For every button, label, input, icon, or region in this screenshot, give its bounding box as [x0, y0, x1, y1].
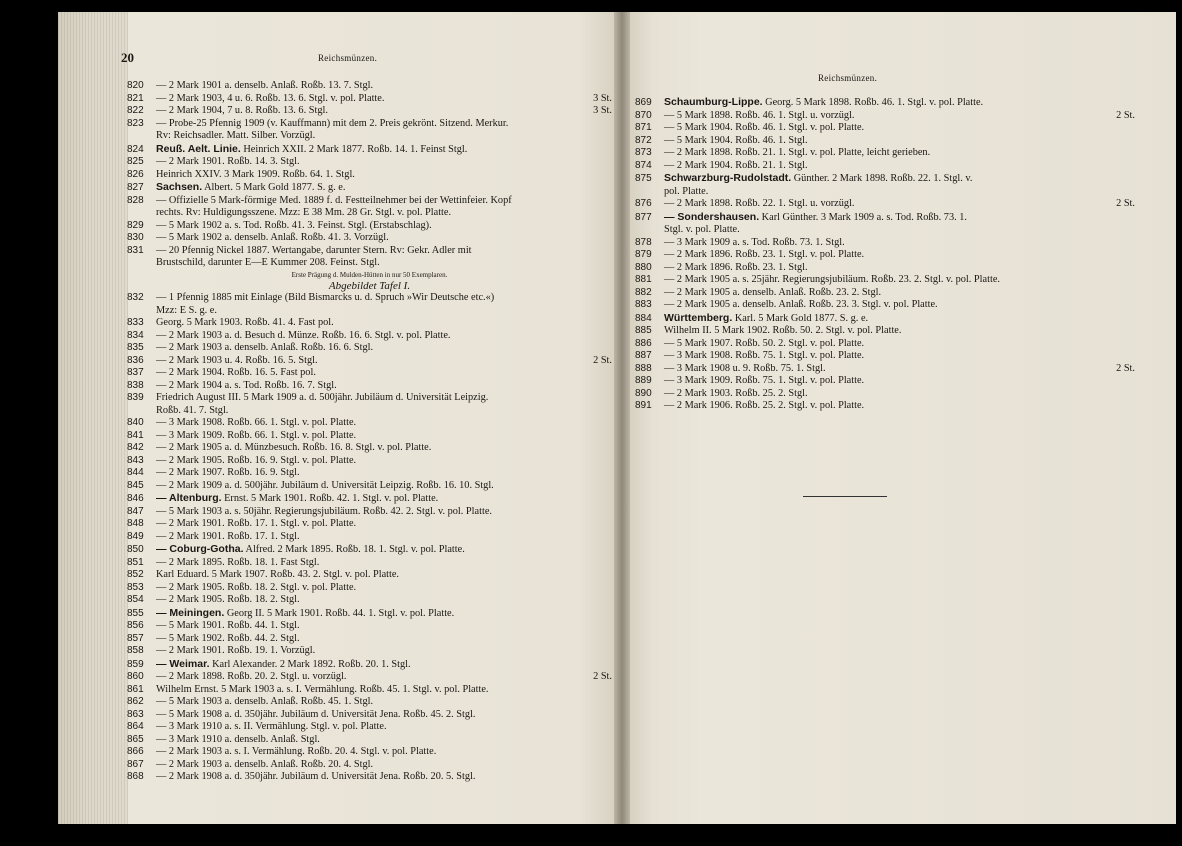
catalog-entry [635, 237, 1135, 250]
entry-text: — 2 Mark 1904, 7 u. 8. Roßb. 13. 6. Stgl. [156, 105, 328, 116]
catalog-entry [635, 160, 1135, 173]
catalog-note: Erste Prägung d. Mulden-Hütten in nur 50 Exemplaren. [291, 270, 448, 279]
entry-number: 868 [127, 771, 144, 782]
entry-number: 824 [127, 143, 144, 155]
entry-text: — 3 Mark 1909. Roßb. 75. 1. Stgl. v. pol. Platte. [664, 375, 865, 386]
entry-text: — Probe-25 Pfennig 1909 (v. Kauffmann) mit dem 2. Preis gekrönt. Sitzend. Merkur. [156, 117, 509, 129]
catalog-entry [635, 388, 1135, 401]
entry-text: — 3 Mark 1909 a. s. Tod. Roßb. 73. 1. Stgl. [664, 236, 845, 248]
entry-text: — 2 Mark 1905. Roßb. 18. 2. Stgl. v. pol. Platte. [156, 581, 357, 593]
catalog-entry [635, 96, 1135, 110]
entry-text: — 2 Mark 1901 a. denselb. Anlaß. Roßb. 13. 7. Stgl. [156, 80, 374, 91]
entry-quantity: 2 St. [593, 354, 612, 366]
catalog-entry [127, 392, 612, 405]
catalog-entry [127, 771, 612, 784]
entry-number: 846 [127, 493, 144, 504]
catalog-entry [127, 342, 612, 355]
entry-text: — 5 Mark 1903 a. denselb. Anlaß. Roßb. 45. 1. Stgl. [156, 696, 374, 707]
entry-text: — Offizielle 5 Mark-förmige Med. 1889 f. d. Festteilnehmer bei der Wettinfeier. Kopf [156, 194, 512, 206]
entry-number: 849 [127, 530, 144, 542]
entry-quantity: 2 St. [1116, 362, 1135, 374]
entry-text: — 2 Mark 1898. Roßb. 21. 1. Stgl. v. pol. Platte, leicht gerieben. [664, 147, 931, 158]
catalog-entry [127, 417, 612, 430]
entry-number: 877 [635, 211, 652, 223]
catalog-entry [635, 312, 1135, 326]
catalog-entry [635, 122, 1135, 135]
entry-number: 832 [127, 292, 144, 303]
entry-number: 823 [127, 117, 144, 129]
entry-text: — 2 Mark 1901. Roßb. 19. 1. Vorzügl. [156, 645, 316, 656]
catalog-entry [127, 118, 612, 131]
catalog-entry [127, 543, 612, 557]
book-gutter [614, 12, 630, 824]
entry-number: 870 [635, 109, 652, 121]
entry-text: — 2 Mark 1904. Roßb. 21. 1. Stgl. [664, 159, 808, 171]
entry-number: 848 [127, 518, 144, 529]
catalog-entry [127, 569, 612, 582]
entry-text: — 2 Mark 1901. Roßb. 14. 3. Stgl. [156, 156, 300, 167]
entry-number: 851 [127, 556, 144, 568]
catalog-entry [127, 759, 612, 772]
catalog-entry [127, 594, 612, 607]
state-heading: Schwarzburg-Rudolstadt. [664, 172, 792, 184]
entry-number: 821 [127, 92, 144, 104]
entry-number: 859 [127, 658, 144, 670]
entry-text: — 5 Mark 1903 a. s. 50jähr. Regierungsjubiläum. Roßb. 42. 2. Stgl. v. pol. Platte. [156, 505, 492, 517]
entry-continuation: Mzz: E S. g. e. [156, 304, 217, 316]
running-head-right: Reichsmünzen. [818, 73, 878, 83]
entry-text: Karl Eduard. 5 Mark 1907. Roßb. 43. 2. Stgl. v. pol. Platte. [156, 569, 400, 580]
entry-number: 860 [127, 671, 144, 682]
state-heading: — Sondershausen. [664, 210, 760, 223]
entry-text: — 3 Mark 1910 a. denselb. Anlaß. Stgl. [156, 733, 320, 745]
entry-number: 866 [127, 746, 144, 757]
entry-text: — 2 Mark 1909 a. d. 500jähr. Jubiläum d. Universität Leipzig. Roßb. 16. 10. Stgl. [156, 479, 494, 491]
entry-number: 871 [635, 122, 652, 133]
entry-number: 840 [127, 417, 144, 428]
catalog-entry [127, 105, 612, 118]
entry-text: — 2 Mark 1904 a. s. Tod. Roßb. 16. 7. Stgl. [156, 379, 337, 391]
entry-text: — 2 Mark 1903. Roßb. 25. 2. Stgl. [664, 387, 808, 399]
catalog-entry [127, 721, 612, 734]
catalog-entry [127, 156, 612, 169]
catalog-entry [127, 480, 612, 493]
catalog-entry [635, 299, 1135, 312]
entry-text: — 3 Mark 1908 u. 9. Roßb. 75. 1. Stgl. [664, 362, 826, 374]
entry-text: — 2 Mark 1906. Roßb. 25. 2. Stgl. v. pol. Platte. [664, 400, 865, 411]
entry-text: Wilhelm II. 5 Mark 1902. Roßb. 50. 2. Stgl. v. pol. Platte. [664, 325, 902, 336]
page-number: 20 [121, 50, 134, 65]
entry-text: — 5 Mark 1902 a. denselb. Anlaß. Roßb. 41. 3. Vorzügl. [156, 232, 389, 243]
catalog-entry [635, 375, 1135, 388]
entry-number: 835 [127, 342, 144, 353]
entry-number: 880 [635, 261, 652, 273]
entry-number: 852 [127, 569, 144, 580]
entry-number: 831 [127, 244, 144, 256]
catalog-entry [127, 518, 612, 531]
entry-text: — 3 Mark 1910 a. s. II. Vermählung. Stgl. v. pol. Platte. [156, 721, 387, 732]
running-head-left: Reichsmünzen. [318, 53, 378, 63]
entry-text: — 2 Mark 1901. Roßb. 17. 1. Stgl. [156, 530, 300, 542]
catalog-entry [127, 442, 612, 455]
catalog-entry [127, 181, 612, 195]
entry-text: — 2 Mark 1905 a. s. 25jähr. Regierungsjubiläum. Roßb. 23. 2. Stgl. v. pol. Platte. [664, 274, 1000, 285]
state-heading: Reuß. Aelt. Linie. [156, 142, 241, 155]
entry-number: 855 [127, 607, 144, 619]
entry-number: 847 [127, 505, 144, 517]
entry-continuation: Rv: Reichsadler. Matt. Silber. Vorzügl. [156, 130, 316, 141]
catalog-column-right [635, 96, 1135, 413]
entry-text: Georg. 5 Mark 1898. Roßb. 46. 1. Stgl. v. pol. Platte. [762, 97, 984, 108]
entry-text: — 2 Mark 1896. Roßb. 23. 1. Stgl. [664, 261, 808, 273]
figure-reference: Abgebildet Tafel I. [328, 279, 411, 292]
state-heading: Sachsen. [156, 181, 203, 193]
entry-number: 826 [127, 168, 144, 180]
entry-number: 872 [635, 134, 652, 146]
catalog-entry [127, 220, 612, 233]
catalog-entry [127, 245, 612, 258]
entry-continuation: rechts. Rv: Huldigungsszene. Mzz: E 38 Mm. 28 Gr. Stgl. v. pol. Platte. [156, 207, 452, 218]
entry-quantity: 3 St. [593, 105, 612, 116]
entry-number: 856 [127, 620, 144, 631]
catalog-entry [127, 645, 612, 658]
entry-number: 843 [127, 454, 144, 466]
entry-text: — 2 Mark 1905. Roßb. 16. 9. Stgl. v. pol. Platte. [156, 454, 357, 466]
catalog-entry [127, 367, 612, 380]
catalog-entry [127, 80, 612, 93]
catalog-entry [127, 143, 612, 157]
entry-number: 845 [127, 479, 144, 491]
entry-number: 874 [635, 159, 652, 171]
catalog-entry [127, 506, 612, 519]
catalog-entry [127, 380, 612, 393]
catalog-entry [127, 169, 612, 182]
entry-number: 841 [127, 429, 144, 441]
entry-text: — 5 Mark 1902. Roßb. 44. 2. Stgl. [156, 632, 300, 644]
catalog-entry [127, 531, 612, 544]
entry-text: — 2 Mark 1903 u. 4. Roßb. 16. 5. Stgl. [156, 354, 318, 366]
catalog-entry [635, 198, 1135, 211]
catalog-entry [127, 93, 612, 106]
entry-number: 827 [127, 182, 144, 193]
entry-number: 891 [635, 400, 652, 411]
entry-text: Günther. 2 Mark 1898. Roßb. 22. 1. Stgl. v. [791, 173, 973, 184]
catalog-entry [127, 709, 612, 722]
entry-number: 825 [127, 156, 144, 167]
entry-number: 888 [635, 362, 652, 374]
catalog-entry [127, 746, 612, 759]
state-heading: — Meiningen. [156, 606, 225, 619]
entry-text: — 2 Mark 1901. Roßb. 17. 1. Stgl. v. pol. Platte. [156, 518, 357, 529]
state-heading: — Weimar. [156, 657, 210, 670]
entry-text: — 3 Mark 1908. Roßb. 75. 1. Stgl. v. pol. Platte. [664, 350, 865, 361]
catalog-entry [127, 467, 612, 480]
state-heading: Württemberg. [664, 311, 733, 324]
entry-number: 828 [127, 194, 144, 206]
catalog-entry [127, 430, 612, 443]
catalog-entry [127, 492, 612, 506]
catalog-entry [127, 607, 612, 621]
entry-quantity: 3 St. [593, 92, 612, 104]
entry-text: — 2 Mark 1903 a. s. I. Vermählung. Roßb. 20. 4. Stgl. v. pol. Platte. [156, 746, 437, 757]
entry-number: 865 [127, 733, 144, 745]
entry-number: 830 [127, 232, 144, 243]
entry-quantity: 2 St. [593, 671, 612, 682]
entry-text: — 5 Mark 1898. Roßb. 46. 1. Stgl. u. vorzügl. [664, 109, 855, 121]
catalog-entry [635, 350, 1135, 363]
entry-text: — 2 Mark 1905 a. d. Münzbesuch. Roßb. 16. 8. Stgl. v. pol. Platte. [156, 442, 432, 453]
catalog-entry [635, 363, 1135, 376]
entry-number: 836 [127, 354, 144, 366]
entry-continuation: Roßb. 41. 7. Stgl. [156, 404, 229, 416]
entry-text: Albert. 5 Mark Gold 1877. S. g. e. [202, 182, 346, 193]
entry-number: 883 [635, 299, 652, 310]
entry-text: — 2 Mark 1898. Roßb. 22. 1. Stgl. u. vorzügl. [664, 198, 855, 209]
entry-text: Alfred. 2 Mark 1895. Roßb. 18. 1. Stgl. v. pol. Platte. [243, 544, 465, 555]
catalog-entry [127, 633, 612, 646]
entry-text: — 2 Mark 1903 a. d. Besuch d. Münze. Roßb. 16. 6. Stgl. v. pol. Platte. [156, 329, 451, 341]
entry-text: — 1 Pfennig 1885 mit Einlage (Bild Bismarcks u. d. Spruch »Wir Deutsche etc.«) [156, 292, 495, 303]
entry-number: 854 [127, 594, 144, 605]
entry-number: 842 [127, 442, 144, 453]
entry-number: 829 [127, 219, 144, 231]
catalog-entry [127, 330, 612, 343]
entry-text: — 2 Mark 1908 a. d. 350jähr. Jubiläum d. Universität Jena. Roßb. 20. 5. Stgl. [156, 771, 476, 782]
entry-text: — 2 Mark 1905 a. denselb. Anlaß. Roßb. 23. 2. Stgl. [664, 286, 882, 298]
entry-text: — 2 Mark 1896. Roßb. 23. 1. Stgl. v. pol. Platte. [664, 249, 865, 260]
entry-number: 881 [635, 274, 652, 285]
page-edges [58, 12, 128, 824]
state-heading: — Altenburg. [156, 492, 222, 504]
entry-text: Karl. 5 Mark Gold 1877. S. g. e. [732, 312, 869, 324]
catalog-entry [127, 355, 612, 368]
catalog-entry [635, 400, 1135, 413]
entry-number: 869 [635, 97, 652, 108]
catalog-entry [127, 317, 612, 330]
entry-text: — 2 Mark 1898. Roßb. 20. 2. Stgl. u. vorzügl. [156, 671, 347, 682]
entry-number: 879 [635, 249, 652, 260]
state-heading: — Coburg-Gotha. [156, 543, 244, 555]
entry-text: — 3 Mark 1909. Roßb. 66. 1. Stgl. v. pol. Platte. [156, 429, 357, 441]
catalog-column-left [127, 80, 612, 784]
entry-number: 853 [127, 581, 144, 593]
entry-text: — 20 Pfennig Nickel 1887. Wertangabe, darunter Stern. Rv: Gekr. Adler mit [156, 244, 472, 256]
entry-number: 850 [127, 544, 144, 555]
entry-number: 822 [127, 105, 144, 116]
catalog-entry [635, 274, 1135, 287]
entry-number: 838 [127, 379, 144, 391]
entry-number: 834 [127, 329, 144, 341]
entry-number: 873 [635, 147, 652, 158]
entry-number: 837 [127, 367, 144, 378]
catalog-entry [635, 249, 1135, 262]
catalog-entry [127, 292, 612, 305]
entry-text: Wilhelm Ernst. 5 Mark 1903 a. s. I. Vermählung. Roßb. 45. 1. Stgl. v. pol. Platte. [156, 683, 489, 695]
catalog-entry [127, 658, 612, 672]
entry-number: 882 [635, 286, 652, 298]
entry-text: — 5 Mark 1904. Roßb. 46. 1. Stgl. [664, 134, 808, 146]
entry-text: Heinrich XXIV. 3 Mark 1909. Roßb. 64. 1. Stgl. [156, 168, 355, 180]
entry-quantity: 2 St. [1116, 109, 1135, 121]
catalog-entry [127, 557, 612, 570]
entry-number: 864 [127, 721, 144, 732]
entry-number: 858 [127, 645, 144, 656]
entry-text: — 2 Mark 1903, 4 u. 6. Roßb. 13. 6. Stgl. v. pol. Platte. [156, 92, 385, 104]
entry-text: Karl Alexander. 2 Mark 1892. Roßb. 20. 1. Stgl. [209, 658, 411, 670]
entry-number: 839 [127, 392, 144, 403]
catalog-entry [127, 582, 612, 595]
entry-number: 890 [635, 387, 652, 399]
entry-text: Georg II. 5 Mark 1901. Roßb. 44. 1. Stgl. v. pol. Platte. [224, 607, 455, 619]
entry-continuation: Brustschild, darunter E—E Kummer 208. Feinst. Stgl. [156, 257, 380, 268]
state-heading: Schaumburg-Lippe. [664, 96, 763, 108]
entry-text: — 5 Mark 1904. Roßb. 46. 1. Stgl. v. pol. Platte. [664, 122, 865, 133]
catalog-entry [635, 135, 1135, 148]
catalog-entry [635, 211, 1135, 225]
catalog-entry [635, 325, 1135, 338]
catalog-entry [127, 734, 612, 747]
entry-text: — 2 Mark 1903 a. denselb. Anlaß. Roßb. 20. 4. Stgl. [156, 758, 374, 770]
catalog-entry [127, 696, 612, 709]
entry-continuation: Stgl. v. pol. Platte. [664, 224, 740, 235]
entry-number: 867 [127, 758, 144, 770]
entry-text: — 2 Mark 1905 a. denselb. Anlaß. Roßb. 23. 3. Stgl. v. pol. Platte. [664, 299, 938, 310]
entry-number: 885 [635, 325, 652, 336]
catalog-entry [635, 262, 1135, 275]
catalog-entry [635, 147, 1135, 160]
entry-text: Friedrich August III. 5 Mark 1909 a. d. 500jähr. Jubiläum d. Universität Leipzig. [156, 392, 489, 403]
catalog-entry [127, 671, 612, 684]
entry-text: Karl Günther. 3 Mark 1909 a. s. Tod. Roßb. 73. 1. [759, 211, 967, 223]
entry-number: 884 [635, 312, 652, 324]
entry-continuation: pol. Platte. [664, 185, 709, 197]
entry-text: Ernst. 5 Mark 1901. Roßb. 42. 1. Stgl. v. pol. Platte. [221, 493, 439, 504]
entry-text: — 5 Mark 1902 a. s. Tod. Roßb. 41. 3. Feinst. Stgl. (Erstabschlag). [156, 219, 432, 231]
entry-number: 857 [127, 632, 144, 644]
entry-number: 886 [635, 337, 652, 349]
catalog-entry [635, 287, 1135, 300]
catalog-entry [127, 232, 612, 245]
entry-number: 889 [635, 375, 652, 386]
entry-text: — 2 Mark 1907. Roßb. 16. 9. Stgl. [156, 467, 300, 478]
entry-text: Heinrich XXII. 2 Mark 1877. Roßb. 14. 1. Feinst Stgl. [240, 143, 468, 155]
entry-number: 878 [635, 236, 652, 248]
entry-quantity: 2 St. [1116, 198, 1135, 209]
entry-text: Georg. 5 Mark 1903. Roßb. 41. 4. Fast pol. [156, 317, 334, 328]
catalog-entry [127, 620, 612, 633]
entry-number: 863 [127, 708, 144, 720]
entry-text: — 3 Mark 1908. Roßb. 66. 1. Stgl. v. pol. Platte. [156, 417, 357, 428]
entry-text: — 5 Mark 1908 a. d. 350jähr. Jubiläum d. Universität Jena. Roßb. 45. 2. Stgl. [156, 708, 476, 720]
entry-text: — 2 Mark 1905. Roßb. 18. 2. Stgl. [156, 594, 300, 605]
entry-number: 861 [127, 683, 144, 695]
entry-text: — 2 Mark 1895. Roßb. 18. 1. Fast Stgl. [156, 556, 320, 568]
catalog-entry [635, 338, 1135, 351]
catalog-entry [127, 684, 612, 697]
entry-number: 887 [635, 350, 652, 361]
entry-text: — 2 Mark 1904. Roßb. 16. 5. Fast pol. [156, 367, 316, 378]
entry-text: — 2 Mark 1903 a. denselb. Anlaß. Roßb. 16. 6. Stgl. [156, 342, 374, 353]
entry-number: 833 [127, 317, 144, 328]
catalog-entry [127, 195, 612, 208]
catalog-entry [635, 172, 1135, 186]
entry-number: 844 [127, 467, 144, 478]
entry-number: 875 [635, 173, 652, 184]
end-rule [803, 496, 887, 497]
entry-number: 820 [127, 80, 144, 91]
entry-number: 862 [127, 696, 144, 707]
entry-text: — 5 Mark 1907. Roßb. 50. 2. Stgl. v. pol. Platte. [664, 337, 865, 349]
entry-text: — 5 Mark 1901. Roßb. 44. 1. Stgl. [156, 620, 300, 631]
catalog-entry [127, 455, 612, 468]
entry-number: 876 [635, 198, 652, 209]
catalog-entry [635, 110, 1135, 123]
